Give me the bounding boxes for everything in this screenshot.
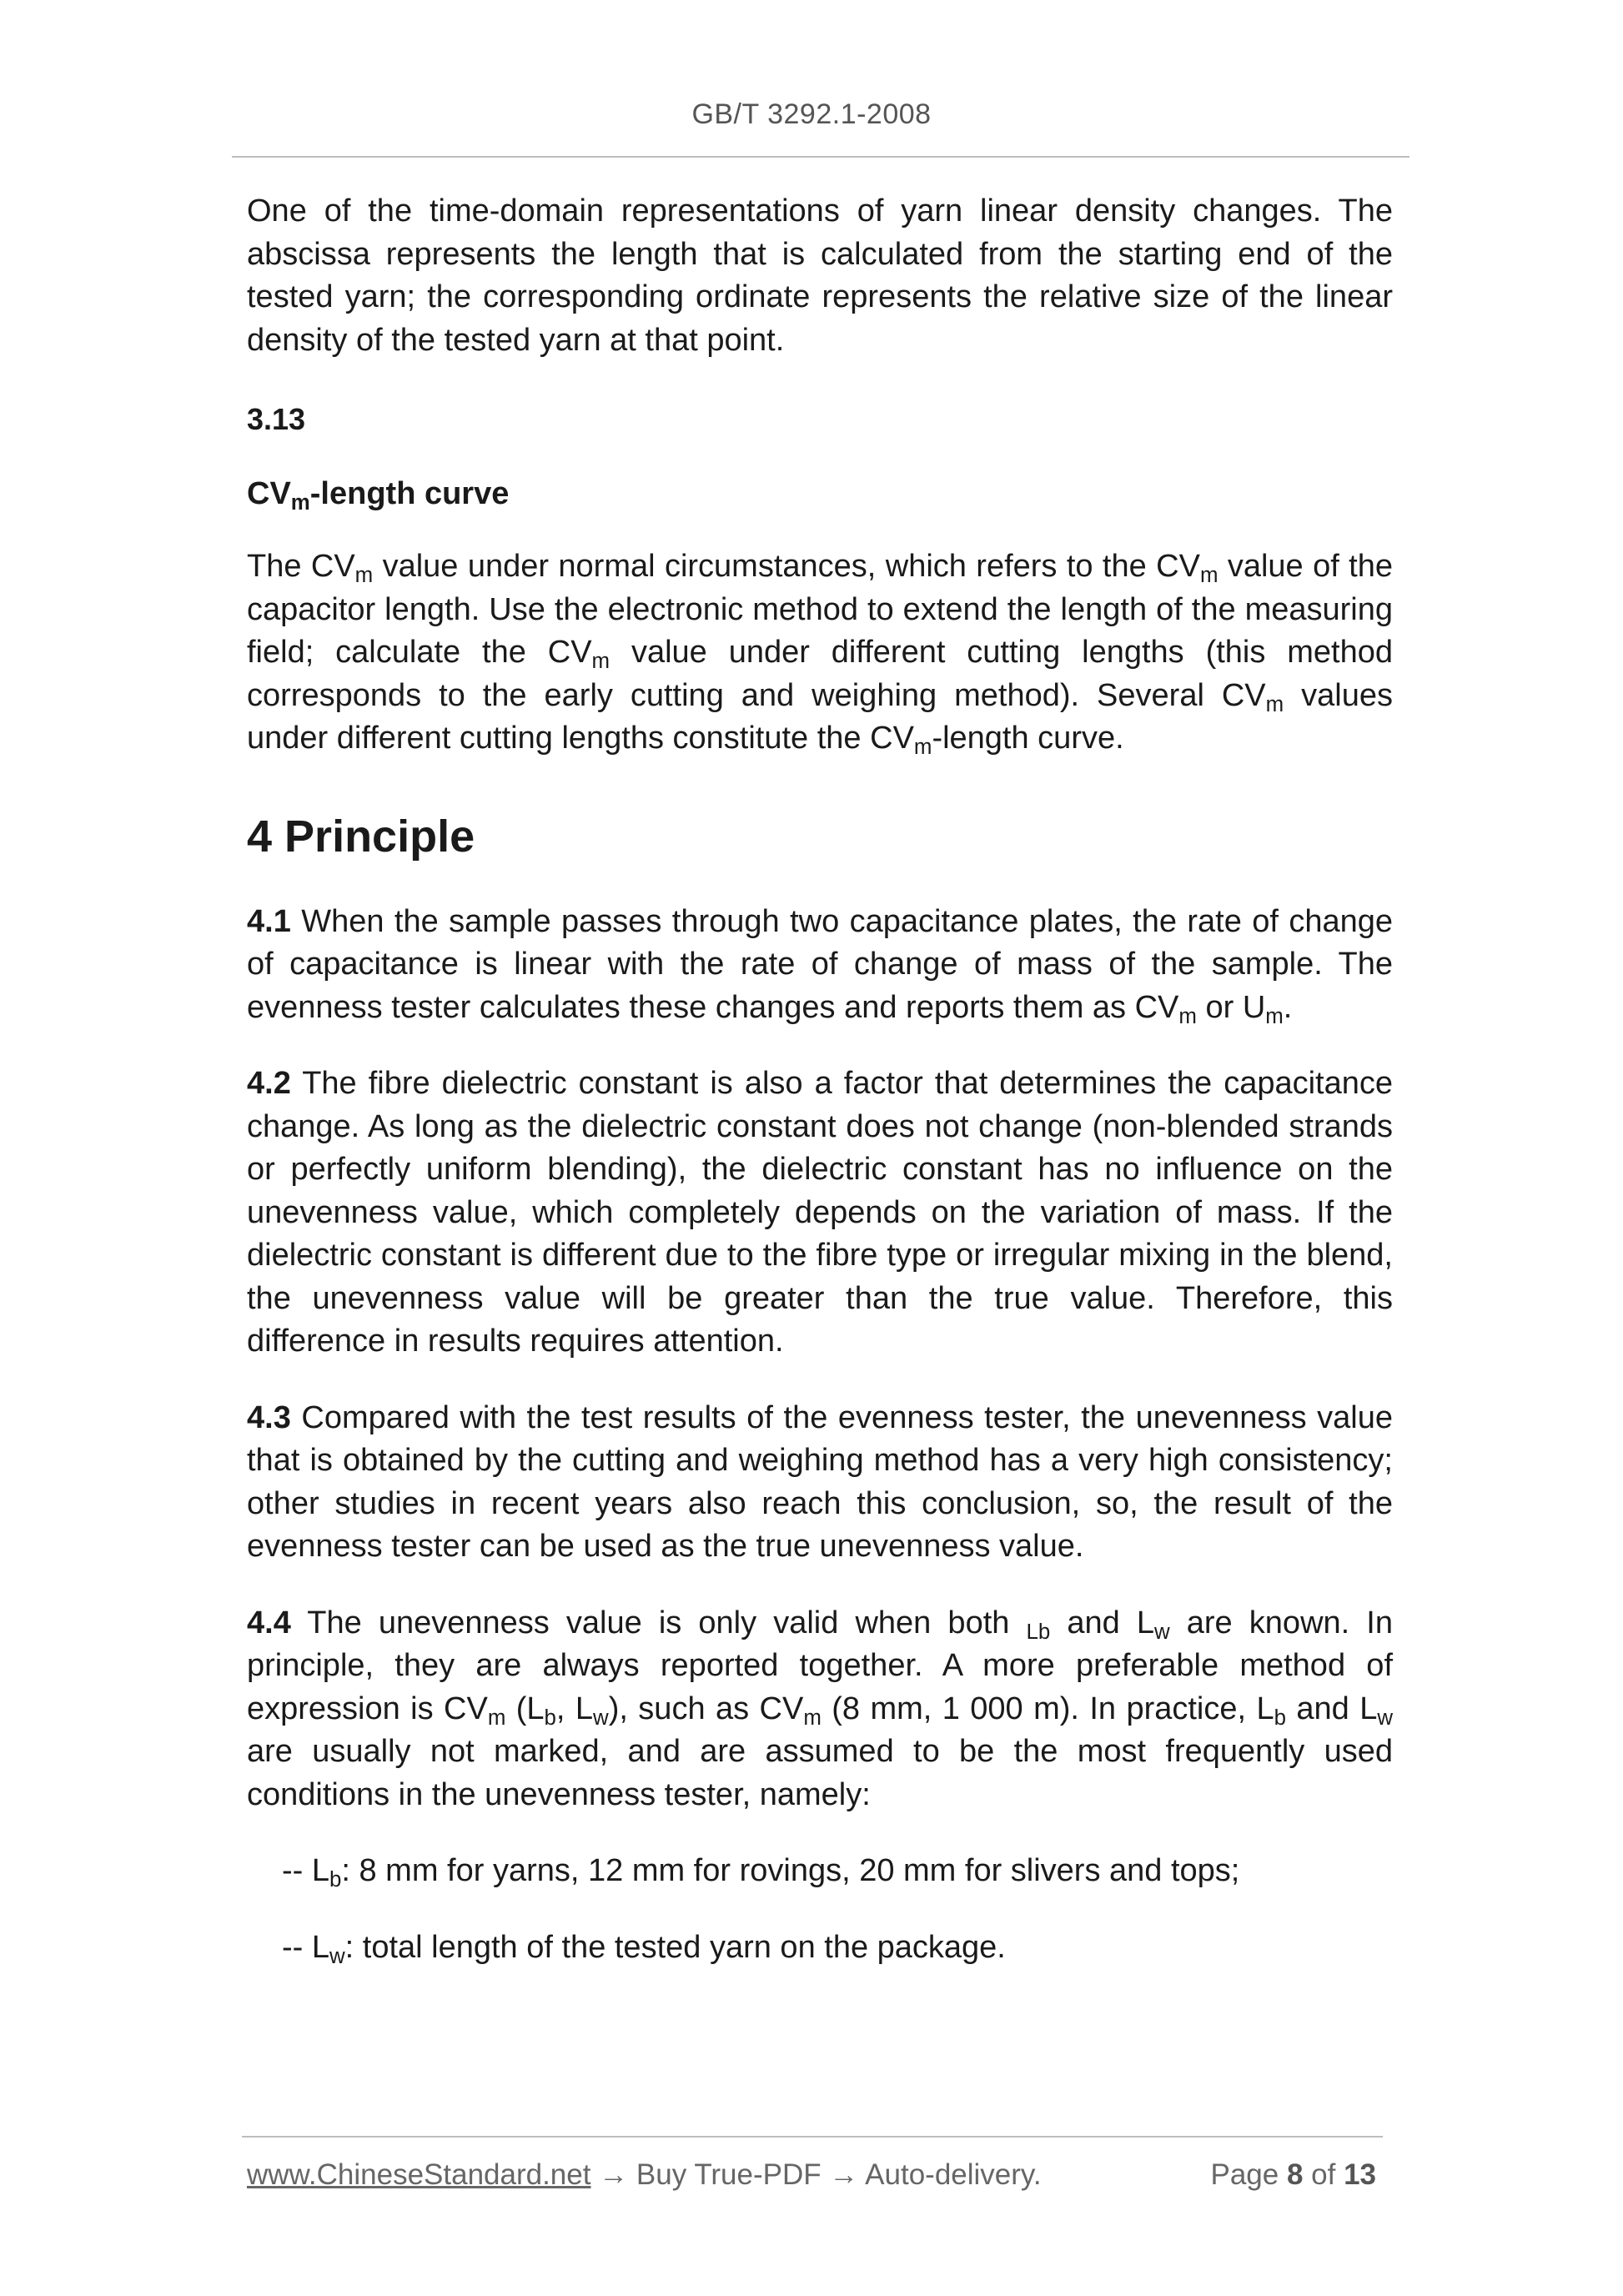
total-pages: 13	[1344, 2158, 1376, 2191]
section-title-principle: 4 Principle	[247, 811, 475, 862]
clause-number: 4.3	[247, 1399, 291, 1435]
clause-number: 4.2	[247, 1066, 291, 1101]
clause-4-2: 4.2 The fibre dielectric constant is also a factor that determines the capacitance change. As long as the dielectric constant does not change (non-blended strands or perfectly uniform blending), the dielectric constant has no influence on the unevenness value, which completely depends on the variation of mass. If the dielectric constant is different due to the fibre type or irregular mixing in the blend, the unevenness value will be greater than the true value. Therefore, this difference in results requires attention.	[247, 1066, 1393, 1359]
clause-4-3: 4.3 Compared with the test results of the evenness tester, the unevenness value that is obtained by the cutting and weighing method has a very high consistency; other studies in recent years also reach this conclusion, so, the result of the evenness tester can be used as the true unevenness value.	[247, 1399, 1393, 1564]
list-item-lb: -- $L_b$: 8 mm for yarns, 12 mm for rovings, 20 mm for slivers and tops;	[282, 1853, 1240, 1892]
footer-divider	[242, 2136, 1383, 2138]
document-header	[0, 98, 1623, 131]
clause-number-3-13: 3.13	[247, 402, 306, 436]
definition-paragraph: The $CV_m$ value under normal circumstances, which refers to the $CV_m$ value of the capacitor length. Use the electronic method to extend the length of the measuring field; calculate the $CV_m$ value under different cutting lengths (this method corresponds to the early cutting and weighing method). Several $CV_m$ values under different cutting lengths constitute the $CV_m$-length curve.	[247, 549, 1393, 760]
page-indicator: Page 8 of 13	[1210, 2158, 1376, 2191]
footer-promo: → Buy True-PDF → Auto-delivery.	[590, 2158, 1042, 2191]
header-divider	[232, 156, 1409, 158]
current-page: 8	[1286, 2158, 1304, 2191]
intro-paragraph: One of the time-domain representations of yarn linear density changes. The abscissa represents the length that is calculated from the starting end of the tested yarn; the corresponding ordinate represents the relative size of the linear density of the tested yarn at that point.	[247, 193, 1393, 358]
page-footer	[247, 2158, 1383, 2192]
page-body	[247, 190, 1393, 2002]
document-id: GB/T 3292.1-2008	[691, 98, 932, 130]
website-link[interactable]: www.ChineseStandard.net	[247, 2158, 591, 2191]
term-title: $CV_m$-length curve	[247, 476, 510, 515]
clause-number: 4.1	[247, 903, 291, 939]
clause-4-4: 4.4 The unevenness value is only valid when both $_{Lb}$ and $L_w$ are known. In principle, they are always reported together. A more preferable method of expression is $CV_m$ ($L_b$, $L_w$), such as $CV_m$ (8 mm, 1 000 m). In practice, $L_b$ and $L_w$ are usually not marked, and are assumed to be the most frequently used conditions in the unevenness tester, namely:	[247, 1605, 1394, 1812]
clause-number: 4.4	[247, 1605, 291, 1640]
clause-4-1: 4.1 When the sample passes through two capacitance plates, the rate of change of capacitance is linear with the rate of change of mass of the sample. The evenness tester calculates these changes and reports them as $CV_m$ or $U_m$.	[247, 903, 1393, 1028]
list-item-lw: -- $L_w$: total length of the tested yarn on the package.	[282, 1929, 1006, 1968]
